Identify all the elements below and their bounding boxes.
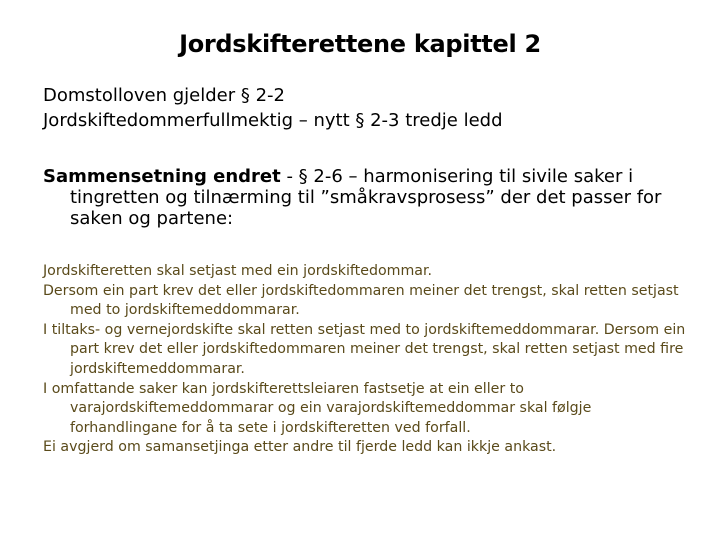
composition-text: - § 2-6 – harmonisering til sivile saker i tingretten og tilnærming til ”småkravsprosess” der det passer for saken og partene:: [70, 166, 662, 229]
rule-paragraph: I omfattande saker kan jordskifterettsleiaren fastsetje at ein eller to varajordskiftemeddommarar og ein varajordskiftemeddommar skal følgje forhandlingane for å ta sete i jordskifteretten ved forfall.: [43, 380, 592, 436]
composition-paragraph: [43, 166, 698, 229]
rule-paragraph: Jordskifteretten skal setjast med ein jordskiftedommar.: [43, 263, 433, 279]
rule-paragraph: Ei avgjerd om samansetjinga etter andre til fjerde ledd kan ikkje ankast.: [43, 439, 557, 456]
intro-line-court-act: Domstolloven gjelder § 2-2: [43, 85, 285, 106]
intro-block: [43, 83, 693, 133]
intro-line-deputy-judge: Jordskiftedommerfullmektig – nytt § 2-3 tredje ledd: [43, 110, 503, 131]
rules-list: [43, 262, 693, 458]
page-title: Jordskifterettene kapittel 2: [179, 30, 541, 58]
rule-paragraph: I tiltaks- og vernejordskifte skal retten setjast med to jordskiftemeddommarar. Dersom ein part krev det eller jordskiftedommaren meiner det trengst, skal retten setjast med fire jordskiftemeddommarar.: [43, 321, 686, 377]
rule-paragraph: Dersom ein part krev det eller jordskiftedommaren meiner det trengst, skal retten setjast med to jordskiftemeddommarar.: [43, 282, 679, 319]
composition-lead: Sammensetning endret: [43, 166, 281, 187]
